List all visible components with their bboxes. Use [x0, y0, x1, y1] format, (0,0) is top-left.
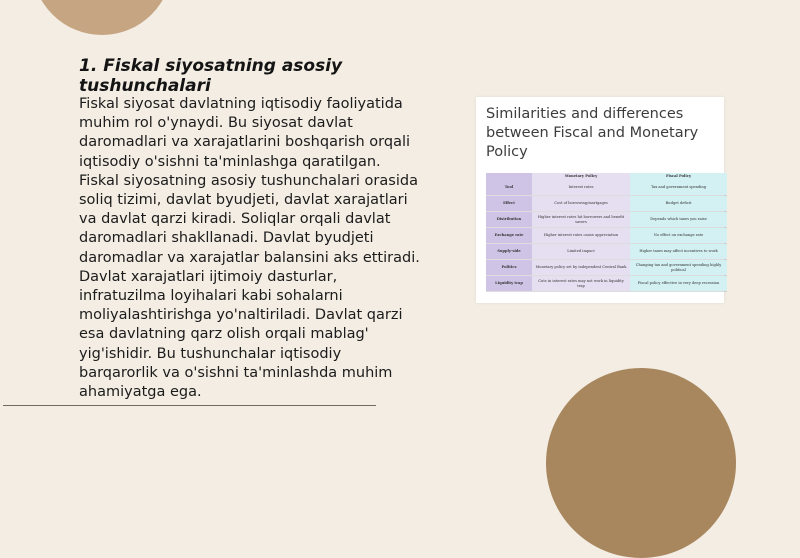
- table-cell-fiscal: Budget deficit: [630, 196, 727, 212]
- table-row-label: Liquidity trap: [486, 276, 532, 292]
- table-cell-monetary: Limited impact: [532, 244, 630, 260]
- table-cell-fiscal: Higher taxes may affect incentives to work: [630, 244, 727, 260]
- table-row: [486, 228, 727, 244]
- table-row: [486, 244, 727, 260]
- table-cell-monetary: Interest rates: [532, 180, 630, 196]
- table-cell-fiscal: Fiscal policy effective in very deep recession: [630, 276, 727, 292]
- table-row: [486, 196, 727, 212]
- table-cell-fiscal: No effect on exchange rate: [630, 228, 727, 244]
- table-row-label: Politics: [486, 260, 532, 276]
- slide-title: 1. Fiskal siyosatning asosiy tushunchalari: [79, 56, 343, 96]
- decorative-circle-top: [32, 0, 172, 35]
- table-cell-fiscal: Depends which taxes you raise: [630, 212, 727, 228]
- decorative-circle-bottom: [546, 368, 736, 558]
- table-cell-monetary: Cuts in interest rates may not work in liquidity trap: [532, 276, 630, 292]
- table-cell-monetary: Higher interest rates cause appreciation: [532, 228, 630, 244]
- policy-comparison-image: [476, 97, 724, 303]
- table-row: [486, 212, 727, 228]
- table-cell-fiscal: Changing tax and government spending highly political: [630, 260, 727, 276]
- table-cell-monetary: Higher interest rates hit borrowers and benefit savers: [532, 212, 630, 228]
- table-row: [486, 180, 727, 196]
- table-header-row: [486, 173, 727, 180]
- divider-line: [3, 405, 376, 406]
- slide-body-text: Fiskal siyosat davlatning iqtisodiy faoliyatida muhim rol o'ynaydi. Bu siyosat davlat daromadlari va xarajatlarini boshqarish orqali iqtisodiy o'sishni ta'minlashga qaratilgan. Fiskal siyosatning asosiy tushunchalari orasida soliq tizimi, davlat byudjeti, davlat xarajatlari va davlat qarzi kiradi. Soliqlar orqali davlat daromadlari shakllanadi. Davlat byudjeti daromadlar va xarajatlar balansini aks ettiradi. Davlat xarajatlari ijtimoiy dasturlar, infratuzilma loyihalari kabi sohalarni moliyalashtirishga yo'naltiriladi. Davlat qarzi esa davlatning qarz olish orqali mablag' yig'ishidir. Bu tushunchalar iqtisodiy barqarorlik va o'sishni ta'minlashda muhim ahamiyatga ega.: [79, 96, 420, 401]
- table-row-label: Distribution: [486, 212, 532, 228]
- table-header-cell: Fiscal Policy: [630, 173, 727, 180]
- table-cell-fiscal: Tax and government spending: [630, 180, 727, 196]
- table-header-cell: Monetary Policy: [532, 173, 630, 180]
- table-row-label: Supply-side: [486, 244, 532, 260]
- table-row: [486, 276, 727, 292]
- table-row-label: Effect: [486, 196, 532, 212]
- table-cell-monetary: Cost of borrowing/mortgages: [532, 196, 630, 212]
- infographic-title: Similarities and differences between Fiscal and Monetary Policy: [486, 106, 699, 160]
- comparison-table: [486, 173, 727, 292]
- table-row: [486, 260, 727, 276]
- table-header-cell: [486, 173, 532, 180]
- table-cell-monetary: Monetary policy set by independent Central Bank: [532, 260, 630, 276]
- table-row-label: Tool: [486, 180, 532, 196]
- table-row-label: Exchange rate: [486, 228, 532, 244]
